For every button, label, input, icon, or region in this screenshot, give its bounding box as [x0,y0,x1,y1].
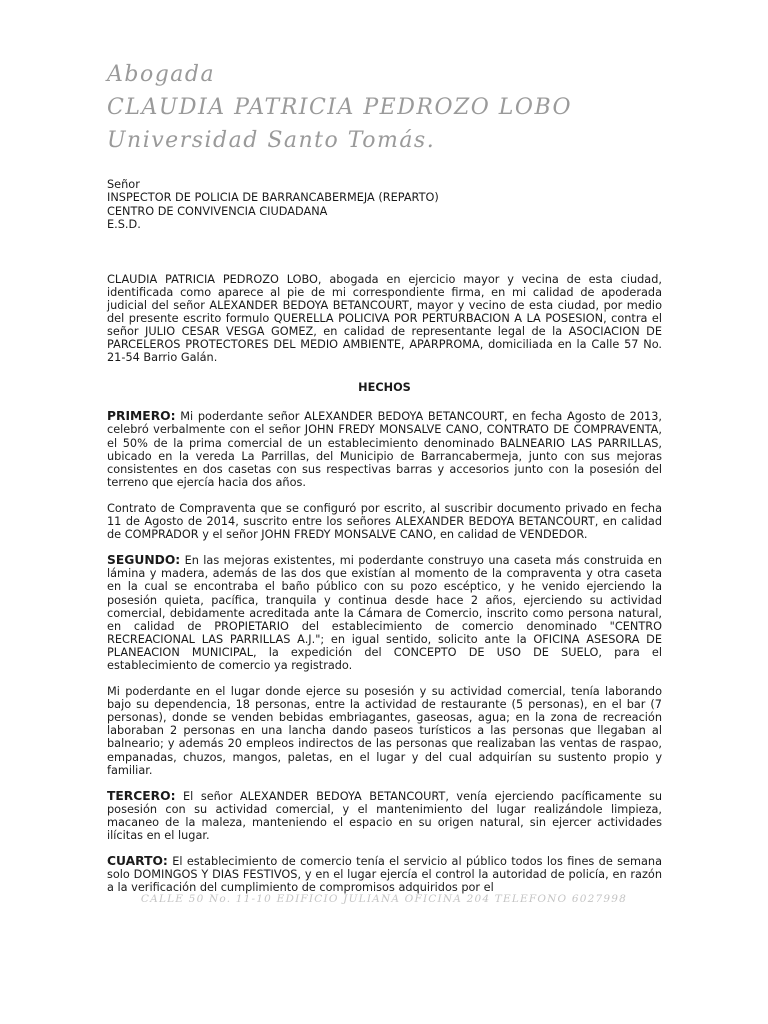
intro-paragraph: CLAUDIA PATRICIA PEDROZO LOBO, abogada en ejercicio mayor y vecina de esta ciudad, identificada como aparece al pie de mi correspondiente firma, en mi calidad de apoderada judicial del señor ALEXANDER BEDOYA BETANCOURT, mayor y vecino de esta ciudad, por medio del presente escrito formulo QUERELLA POLICIVA POR PERTURBACION A LA POSESION, contra el señor JULIO CESAR VESGA GOMEZ, en calidad de representante legal de la ASOCIACION DE PARCELEROS PROTECTORES DEL MEDIO AMBIENTE, APARPROMA, domiciliada en la Calle 57 No. 21-54 Barrio Galán. [107,272,662,365]
letterhead-title: Abogada [107,62,216,87]
letterhead-university: Universidad Santo Tomás. [107,128,436,153]
paragraph-cuarto [107,855,662,894]
paragraph-lead: PRIMERO: [107,409,176,424]
paragraph-lead: TERCERO: [107,788,176,803]
footer-address: CALLE 50 No. 11-10 EDIFICIO JULIANA OFICINA 204 TELEFONO 6027998 [140,893,628,905]
paragraph-lead: SEGUNDO: [107,553,181,568]
paragraph-lead: CUARTO: [107,854,168,869]
paragraph-segundo [107,554,662,672]
addressee-line: E.S.D. [107,218,141,232]
paragraph-tercero [107,790,662,842]
letterhead-name: CLAUDIA PATRICIA PEDROZO LOBO [107,95,573,120]
section-heading: HECHOS [358,381,411,395]
paragraph-text: El señor ALEXANDER BEDOYA BETANCOURT, venía ejerciendo pacíficamente su posesión con su actividad comercial, y el mantenimiento del lugar realizándole limpieza, macaneo de la maleza, manteniendo el espacio en su origen natural, sin ejercer actividades ilícitas en el lugar. [107,789,662,842]
document-body [107,178,662,894]
addressee-line: Señor [107,178,140,191]
paragraph-text: Mi poderdante señor ALEXANDER BEDOYA BETANCOURT, en fecha Agosto de 2013, celebró verbalmente con el señor JOHN FREDY MONSALVE CANO, CONTRATO DE COMPRAVENTA, el 50% de la prima comercial de un establecimiento denominado BALNEARIO LAS PARRILLAS, ubicado en la vereda La Parrillas, del Municipio de Barrancabermeja, junto con sus mejoras consistentes en dos casetas con sus respectivas barras y accesorios junto con la posesión del terreno que ejercía hacia dos años. [107,410,662,489]
paragraph-text: En las mejoras existentes, mi poderdante construyo una caseta más construida en lámina y madera, además de las dos que existían al momento de la compraventa y otra caseta en la cual se encontraba el baño público con su pozo escéptico, y he venido ejerciendo la posesión quieta, pacífica, tranquila y continua desde hace 2 años, ejerciendo su actividad comercial, debidamente acreditada ante la Cámara de Comercio, inscrito como persona natural, en calidad de PROPIETARIO del establecimiento de comercio denominado "CENTRO RECREACIONAL LAS PARRILLAS A.J."; en igual sentido, solicito ante la OFICINA ASESORA DE PLANEACION MUNICIPAL, la expedición del CONCEPTO DE USO DE SUELO, para el establecimiento de comercio ya registrado. [107,554,662,672]
addressee-line: INSPECTOR DE POLICIA DE BARRANCABERMEJA (REPARTO) [107,191,439,205]
paragraph-primero [107,410,662,489]
addressee-block [107,178,662,232]
addressee-line: CENTRO DE CONVIVENCIA CIUDADANA [107,204,328,218]
paragraph-contrato: Contrato de Compraventa que se configuró por escrito, al suscribir documento privado en fecha 11 de Agosto de 2014, suscrito entre los señores ALEXANDER BEDOYA BETANCOURT, en calidad de COMPRADOR y el señor JOHN FREDY MONSALVE CANO, en calidad de VENDEDOR. [107,501,662,542]
paragraph-poderdante: Mi poderdante en el lugar donde ejerce su posesión y su actividad comercial, tenía laborando bajo su dependencia, 18 personas, entre la actividad de restaurante (5 personas), en el bar (7 personas), donde se venden bebidas embriagantes, gaseosas, agua; en la zona de recreación laboraban 2 personas en una lancha dando paseos turísticos a las personas que llegaban al balneario; y además 20 empleos indirectos de las personas que realizaban las ventas de raspao, empanadas, chuzos, mangos, paletas, en el lugar y del cual adquirían su sustento propio y familiar. [107,685,662,777]
letterhead [107,58,572,157]
paragraph-text: El establecimiento de comercio tenía el servicio al público todos los fines de semana solo DOMINGOS Y DIAS FESTIVOS, y en el lugar ejercía el control la autoridad de policía, en razón a la verificación del cumplimiento de compromisos adquiridos por el [107,855,662,895]
